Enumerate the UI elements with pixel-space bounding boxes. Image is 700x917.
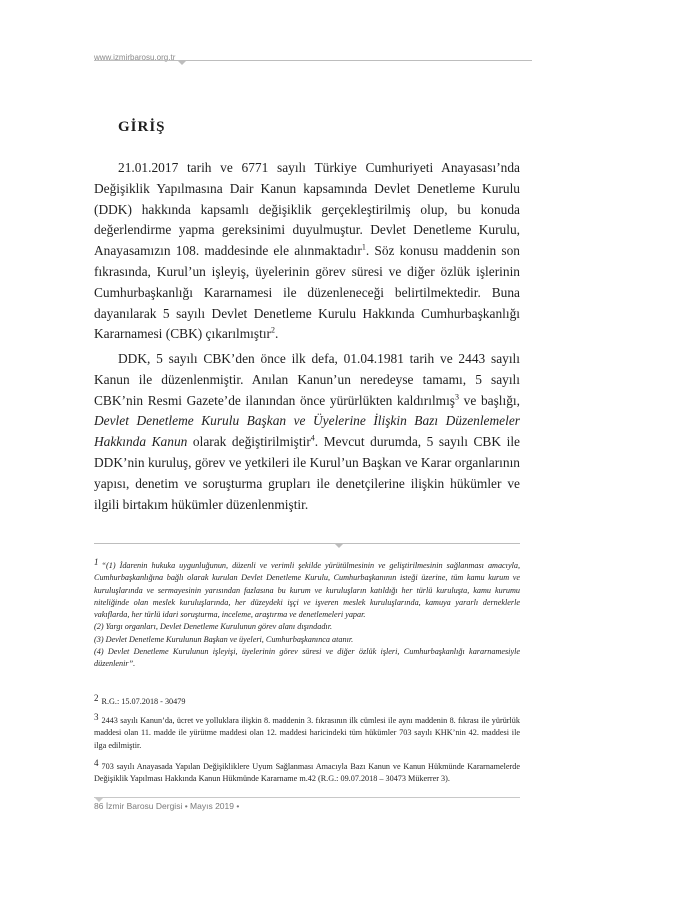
site-url: www.izmirbarosu.org.tr xyxy=(94,53,176,62)
header-divider xyxy=(94,60,532,61)
footnote-2 xyxy=(94,692,520,708)
footnote-3 xyxy=(94,711,520,752)
footnote-1-line-4: (4) Devlet Denetleme Kurulunun işleyişi, üyelerinin görev süresi ve diğer özlük işleri, Cumhurbaşkanlığı kararnamesiyle düzenlenir”. xyxy=(94,647,520,669)
footnote-divider xyxy=(94,543,520,544)
footnote-ref-1[interactable]: 1 xyxy=(361,242,366,252)
law-title-italic: Devlet Denetleme Kurulu Başkan ve Üyelerine İlişkin Bazı Düzenlemeler Hakkında Kanun xyxy=(94,413,520,450)
footnote-1-line-3: (3) Devlet Denetleme Kurulunun Başkan ve üyeleri, Cumhurbaşkanınca atanır. xyxy=(94,634,354,644)
p2-text-b: ve başlığı, xyxy=(459,392,521,408)
footnote-2-text: R.G.: 15.07.2018 - 30479 xyxy=(101,697,186,706)
p2-text-d: . Mevcut durumda, 5 sayılı CBK ile DDK’nin kuruluş, görev ve yetkileri ile Kurul’un Başkan ve Karar organlarının yapısı, denetim ve soruşturma grupları ile denetçilerine ilişkin hükümler ve ilgili birtakım hükümler düzenlenmiştir. xyxy=(94,434,520,512)
footnote-number-4: 4 xyxy=(94,758,99,768)
footnote-ref-4[interactable]: 4 xyxy=(310,433,315,443)
footnote-number-3: 3 xyxy=(94,712,99,722)
page-footer: 86 İzmir Barosu Dergisi • Mayıs 2019 • xyxy=(94,801,240,811)
footnote-4 xyxy=(94,757,520,786)
footnote-ref-3[interactable]: 3 xyxy=(455,392,460,402)
p1-text-a: 21.01.2017 tarih ve 6771 sayılı Türkiye Cumhuriyeti Anayasası’nda Değişiklik Yapılmasına Dair Kanun kapsamında Devlet Denetleme Kurulu (DDK) hakkında kapsamlı değişiklik gerçekleştirilmiş olup, bu konuda değerlendirme yapma gereksinimi duyulmuştur. Devlet Denetleme Kurulu, Anayasamızın 108. maddesinde ele alınmaktadır xyxy=(94,160,520,259)
section-heading: GİRİŞ xyxy=(118,119,166,135)
footnote-ref-2[interactable]: 2 xyxy=(271,325,276,335)
footnote-1-line-1: “(1) İdarenin hukuka uygunluğunun, düzenli ve verimli şekilde yürütülmesinin ve geliştirilmesinin sağlanması amacıyla, Cumhurbaşkanlığına bağlı olarak kurulan Devlet Denetleme Kurulu, Cumhurbaşkanının isteği üzerine, tüm kamu kurum ve kuruluşlarında ve sermayesinin yarısından fazlasına bu kurum ve kuruluşların katıldığı her türlü kuruluşta, kamu kurumu niteliğinde olan meslek kuruluşlarında, her düzeydeki işçi ve işveren meslek kuruluşlarında, kamuya yararlı derneklerle vakıflarda, her türlü idari soruşturma, inceleme, araştırma ve denetlemeleri yapar. xyxy=(94,561,520,620)
body-paragraph-2 xyxy=(94,349,520,515)
footnote-3-text: 2443 sayılı Kanun’da, ücret ve yolluklara ilişkin 8. maddenin 3. fıkrasının ilk cümlesi ile aynı maddenin 8. fıkrası ile yürürlük maddesi olan 11. madde ile yürütme maddesi olan 12. maddesi haricindeki tüm hükümler 703 sayılı KHK’nin 42. maddesi ile ilga edilmiştir. xyxy=(94,716,520,750)
footnote-number-1: 1 xyxy=(94,557,99,567)
footnote-1 xyxy=(94,556,520,671)
p1-text-b: . Söz konusu maddenin son fıkrasında, Kurul’un işleyiş, üyelerinin görev süresi ve diğer özlük işlerinin Cumhurbaşkanlığı Kararnamesi ile düzenleneceği belirtilmektedir. Buna dayanılarak 5 sayılı Devlet Denetleme Kurulu Hakkında Cumhurbaşkanlığı Kararnamesi (CBK) çıkarılmıştır xyxy=(94,243,520,342)
p2-text-c: olarak değiştirilmiştir xyxy=(187,434,311,450)
footnote-4-text: 703 sayılı Anayasada Yapılan Değişikliklere Uyum Sağlanması Amacıyla Bazı Kanun ve Kanun Hükmünde Kararnamelerde Değişiklik Yapılması Hakkında Kanun Hükmünde Kararname m.42 (R.G.: 09.07.2018 – 30473 Mükerrer 3). xyxy=(94,762,520,784)
footer-divider xyxy=(94,797,520,798)
footnote-number-2: 2 xyxy=(94,693,99,703)
footnote-1-line-2: (2) Yargı organları, Devlet Denetleme Kurulunun görev alanı dışındadır. xyxy=(94,622,333,632)
p1-text-c: . xyxy=(275,326,279,342)
p2-text-a: DDK, 5 sayılı CBK’den önce ilk defa, 01.04.1981 tarih ve 2443 sayılı Kanun ile düzenlenmiştir. Anılan Kanun’un neredeyse tamamı, 5 sayılı CBK’nin Resmi Gazete’de ilanından önce yürürlükten kaldırılmış xyxy=(94,351,520,408)
body-paragraph-1 xyxy=(94,158,520,345)
